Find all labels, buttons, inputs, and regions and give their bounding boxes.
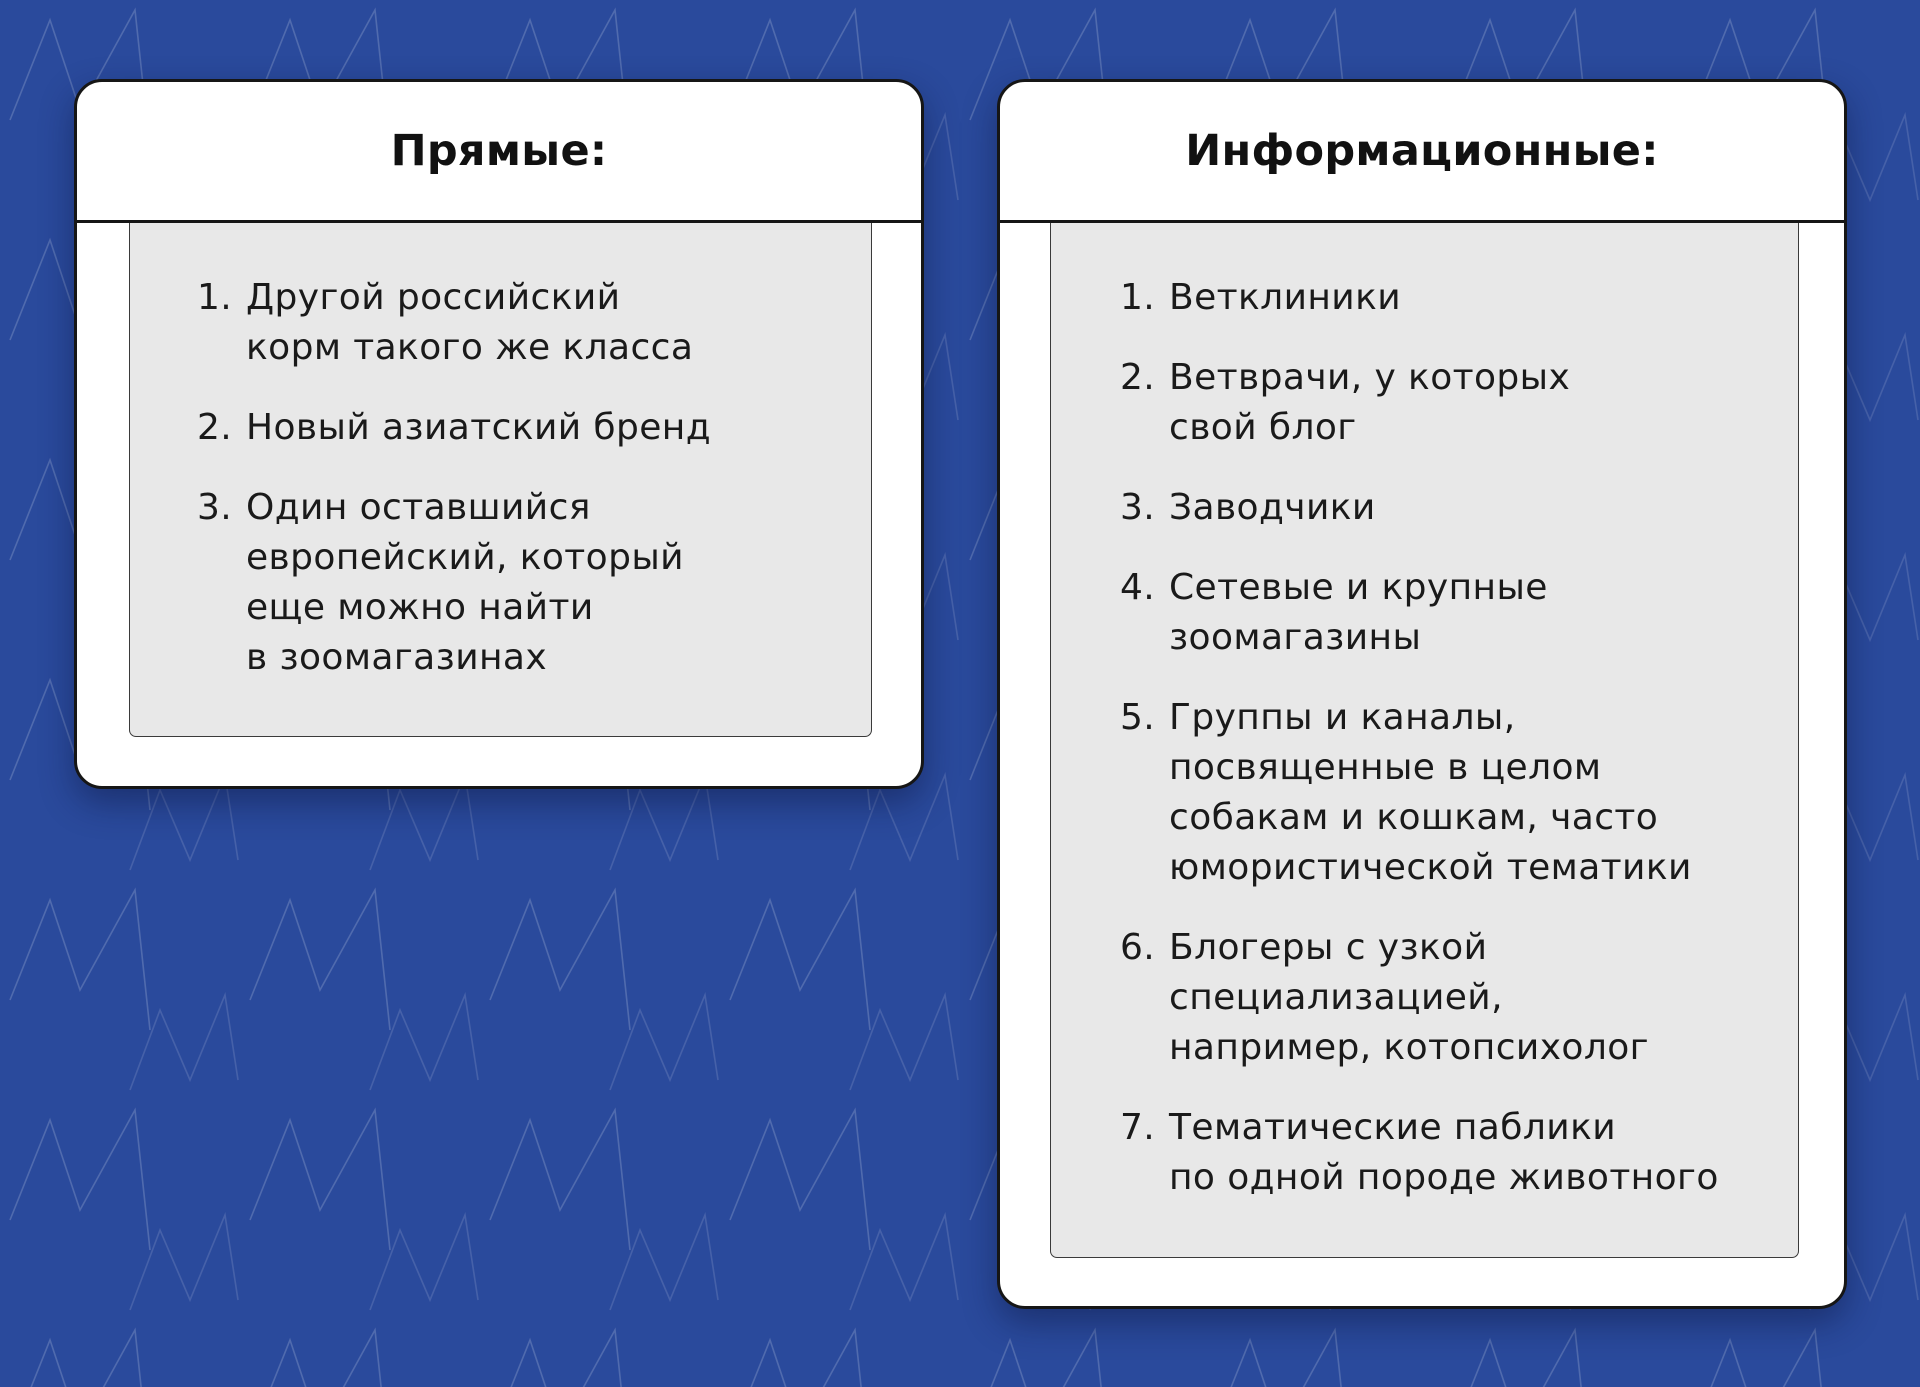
item-number: 3. — [1120, 487, 1156, 528]
item-text: Сетевые и крупные зоомагазины — [1169, 567, 1548, 658]
item-number: 4. — [1120, 567, 1156, 608]
direct-competitors-card — [74, 79, 924, 789]
card-title: Информационные: — [1185, 126, 1659, 176]
direct-list — [197, 273, 711, 713]
item-number: 1. — [1120, 277, 1156, 318]
item-number: 2. — [1120, 357, 1156, 398]
item-text: Блогеры с узкой специализацией, например, котопсихолог — [1169, 927, 1649, 1068]
list-item — [197, 403, 711, 453]
item-number: 2. — [197, 407, 233, 448]
list-item — [1120, 923, 1719, 1073]
item-number: 1. — [197, 277, 233, 318]
list-item — [1120, 1103, 1719, 1203]
list-item — [197, 483, 711, 683]
item-number: 3. — [197, 487, 233, 528]
item-text: Ветврачи, у которых свой блог — [1169, 357, 1571, 448]
item-text: Ветклиники — [1169, 277, 1402, 318]
list-item — [197, 273, 711, 373]
list-panel — [1050, 223, 1799, 1258]
list-item — [1120, 693, 1719, 893]
list-item — [1120, 353, 1719, 453]
item-number: 7. — [1120, 1107, 1156, 1148]
card-header — [1000, 82, 1844, 223]
item-number: 5. — [1120, 697, 1156, 738]
item-text: Один оставшийся европейский, который еще можно найти в зоомагазинах — [246, 487, 684, 678]
list-item — [1120, 273, 1719, 323]
list-item — [1120, 483, 1719, 533]
item-text: Другой российский корм такого же класса — [246, 277, 694, 368]
card-header — [77, 82, 921, 223]
list-item — [1120, 563, 1719, 663]
item-number: 6. — [1120, 927, 1156, 968]
item-text: Заводчики — [1169, 487, 1376, 528]
informational-competitors-card — [997, 79, 1847, 1309]
item-text: Новый азиатский бренд — [246, 407, 712, 448]
item-text: Тематические паблики по одной породе животного — [1169, 1107, 1719, 1198]
item-text: Группы и каналы, посвященные в целом собакам и кошкам, часто юмористической тематики — [1169, 697, 1692, 888]
informational-list — [1120, 273, 1719, 1233]
card-title: Прямые: — [390, 126, 608, 176]
list-panel — [129, 223, 872, 737]
